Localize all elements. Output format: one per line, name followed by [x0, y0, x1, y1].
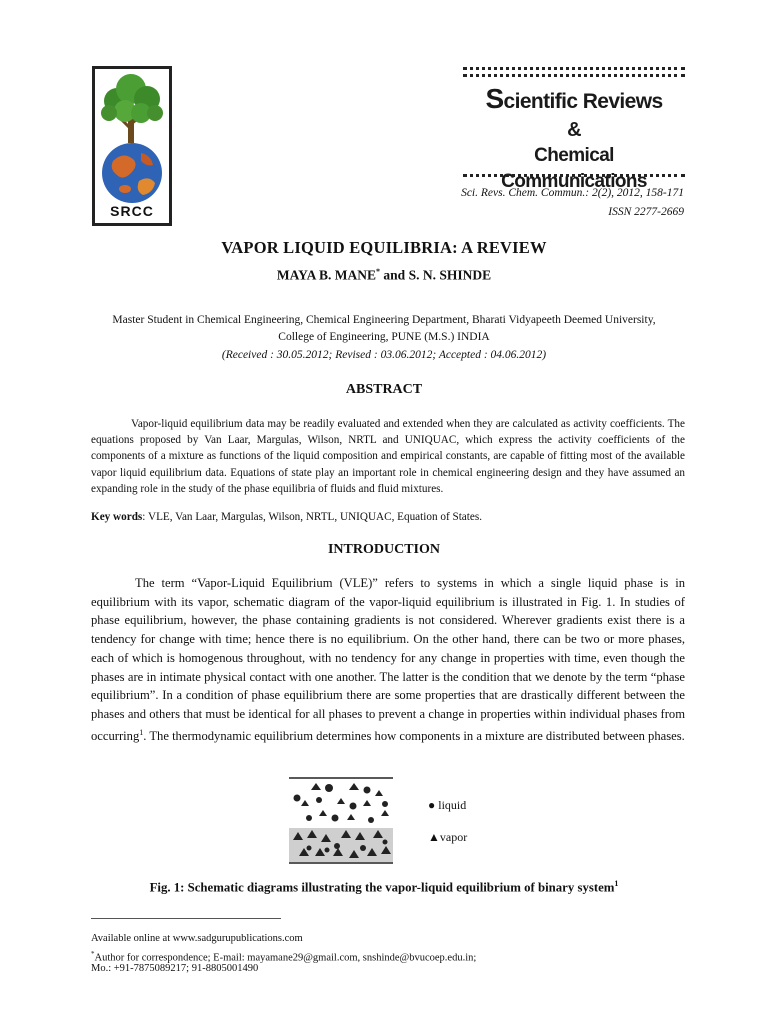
- header-divider-top: [463, 67, 685, 70]
- author-1: MAYA B. MANE: [276, 267, 377, 283]
- abstract-heading: ABSTRACT: [345, 382, 423, 397]
- keywords-list: : VLE, Van Laar, Margulas, Wilson, NRTL, UNIQUAC, Equation of States.: [142, 511, 482, 523]
- journal-name: [463, 84, 685, 195]
- affiliation-line-1: Master Student in Chemical Engineering, Chemical Engineering Department, Bharati Vidyapeeth Deemed University,: [112, 314, 656, 326]
- vle-schematic-figure: [289, 776, 393, 864]
- logo-label: SRCC: [110, 203, 154, 219]
- figure-caption: [60, 879, 708, 895]
- header-divider-top-2: [463, 74, 685, 77]
- footnote-corr-mark: *: [91, 950, 95, 958]
- vapor-particles: [301, 783, 389, 820]
- article-dates: (Received : 30.05.2012; Revised : 03.06.2012; Accepted : 04.06.2012): [221, 349, 547, 361]
- legend-vapor: ▲vapor: [428, 830, 468, 844]
- journal-name-line3: Chemical Communications: [501, 145, 647, 192]
- footnote-divider: [91, 918, 281, 919]
- article-title: VAPOR LIQUID EQUILIBRIA: A REVIEW: [221, 238, 547, 257]
- footnote-phone: Mo.: +91-7875089217; 91-8805001490: [91, 963, 259, 974]
- journal-logo: [92, 66, 172, 226]
- tree-globe-icon: [95, 69, 169, 223]
- abstract-text: Vapor-liquid equilibrium data may be readily evaluated and extended when they are calculated as activity coefficients. The equations proposed by Van Laar, Margulas, Wilson, NRTL and UNIQUAC, which express the activity coefficients of the components of a mixture as functions of the liquid composition and empirical constants, are capable of fitting most of the available vapor liquid equilibrium data. Equations of state play an important role in chemical engineering design and they have assumed an expanding role in the study of the phase equilibria of fluids and fluid mixtures.: [91, 418, 685, 495]
- intro-text-part1: The term “Vapor-Liquid Equilibrium (VLE)” refers to systems in which a single liquid phase is in equilibrium with its vapor, schematic diagram of the vapor-liquid equilibrium is illustrated in Fig. 1. In studies of phase equilibrium, however, the phase containing gradients is not considered. Wherever gradients exist there is a tendency for change with time; hence there is no equilibrium. On the other hand, there can be two or more phases, each of which is homogenous throughout, with no tendency for any change in properties with time, even though the phases are in intimate physical contact with one another. The latter is the condition that we denote by the term “phase equilibrium”. In a condition of phase equilibrium there are some properties that are drastically different between the phases and others that must be identical for all phases to prevent a change in properties within individual phases from occurring: [91, 576, 685, 743]
- journal-name-rest: cientific Reviews: [503, 90, 663, 113]
- figure-caption-text: Fig. 1: Schematic diagrams illustrating the vapor-liquid equilibrium of binary system: [149, 880, 615, 895]
- intro-ref-mark: 1: [139, 727, 144, 737]
- article-authors: [60, 267, 708, 284]
- footnote-available: Available online at www.sadgurupublications.com: [91, 933, 303, 944]
- intro-text-part2: . The thermodynamic equilibrium determines how components in a mixture are distributed between phases.: [143, 728, 685, 743]
- author-2: and S. N. SHINDE: [380, 267, 492, 283]
- footnote-corr-text: Author for correspondence; E-mail: mayamane29@gmail.com, snshinde@bvucoep.edu.in;: [94, 952, 477, 964]
- introduction-heading: INTRODUCTION: [327, 542, 440, 557]
- journal-ampersand: &: [567, 119, 581, 141]
- keywords-label: Key words: [91, 511, 143, 523]
- citation-line: Sci. Revs. Chem. Commun.: 2(2), 2012, 158-171: [461, 187, 684, 199]
- introduction-text: [91, 574, 685, 746]
- corresponding-mark: *: [376, 267, 381, 276]
- journal-initial: S: [485, 83, 504, 114]
- affiliation-line-2: College of Engineering, PUNE (M.S.) INDIA: [278, 331, 490, 343]
- header-divider-bottom: [463, 174, 685, 177]
- figure-caption-mark: 1: [614, 879, 619, 888]
- keywords: [91, 511, 685, 523]
- issn-line: ISSN 2277-2669: [608, 206, 684, 218]
- affiliation: [100, 312, 668, 346]
- legend-liquid: ● liquid: [428, 798, 467, 812]
